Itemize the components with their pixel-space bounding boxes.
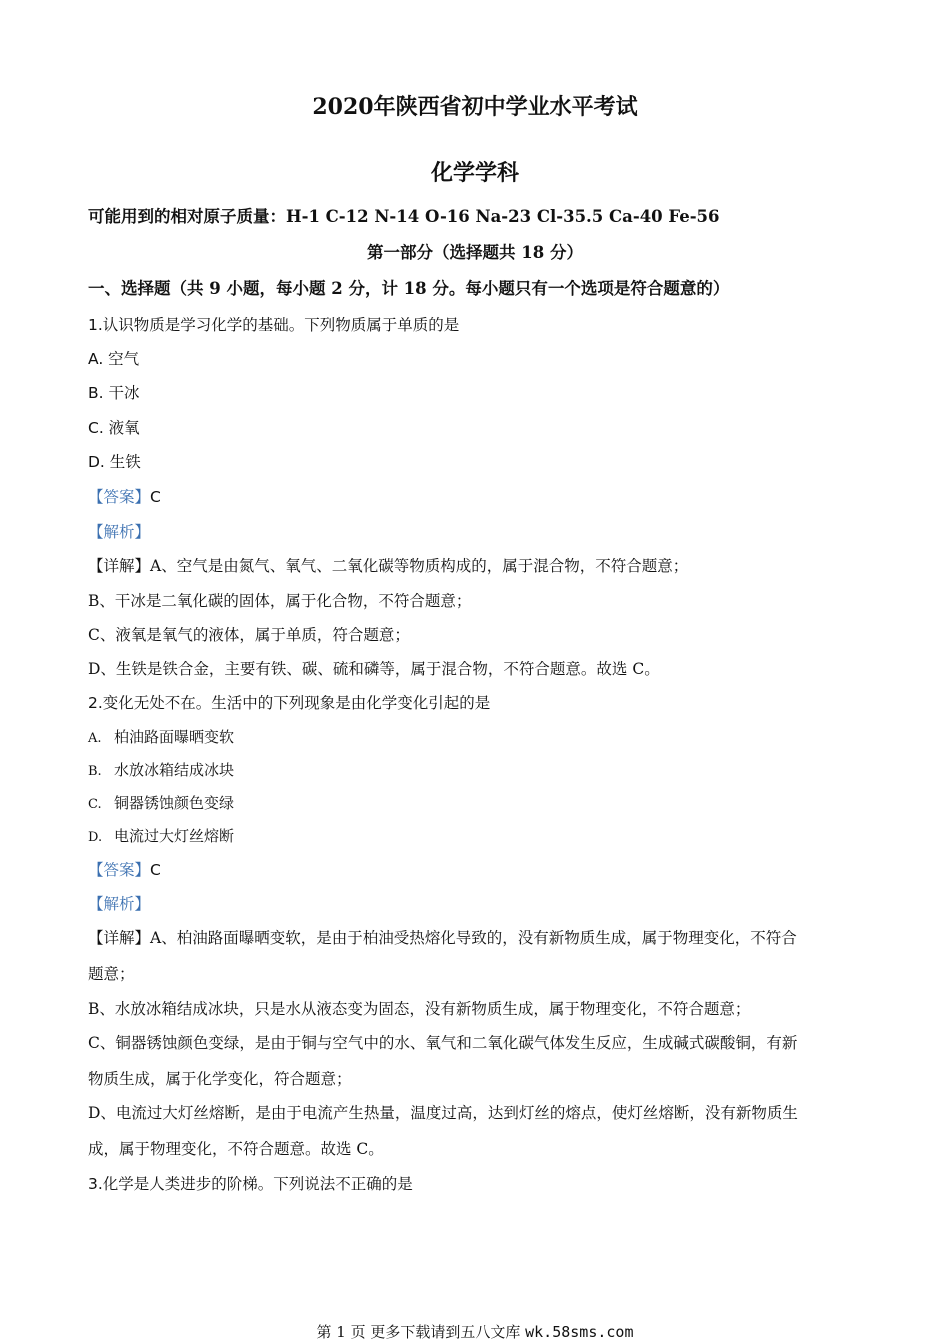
q2-number: 2.	[88, 694, 103, 712]
q2-detail-line	[88, 928, 797, 948]
footer-site-link[interactable]: wk.58sms.com	[525, 1323, 634, 1341]
q2-analysis-tag: 【解析】	[88, 895, 151, 913]
q2-option-a-text: 柏油路面曝晒变软	[114, 728, 235, 746]
q1-stem-line	[88, 315, 459, 335]
q3-number: 3.	[88, 1175, 103, 1193]
exam-title: 2020年陕西省初中学业水平考试	[312, 94, 638, 120]
q2-detail-tag: 【详解】	[88, 929, 151, 947]
q1-detail-line	[88, 556, 688, 576]
q1-option-b: B. 干冰	[88, 384, 140, 402]
q3-stem: 化学是人类进步的阶梯。下列说法不正确的是	[102, 1175, 413, 1193]
q1-stem: 认识物质是学习化学的基础。下列物质属于单质的是	[102, 316, 460, 334]
q2-option-a	[88, 727, 234, 749]
q2-option-d-text: 电流过大灯丝熔断	[114, 827, 235, 845]
q2-option-b-text: 水放冰箱结成冰块	[114, 761, 235, 779]
q2-option-a-letter: A.	[88, 731, 102, 746]
section-title: 一、选择题（共 9 小题，每小题 2 分，计 18 分。每小题只有一个选项是符合题意的）	[88, 279, 730, 298]
q1-detail-c: C、液氧是氧气的液体，属于单质，符合题意；	[88, 626, 410, 644]
q2-detail-d-cont: 成，属于物理变化，不符合题意。故选 C。	[88, 1140, 384, 1158]
subject-title: 化学学科	[430, 160, 519, 186]
q1-detail-a: A、空气是由氮气、氧气、二氧化碳等物质构成的，属于混合物，不符合题意；	[150, 557, 689, 575]
q2-detail-c-cont: 物质生成，属于化学变化，符合题意；	[88, 1070, 352, 1088]
atomic-masses: 可能用到的相对原子质量：H-1 C-12 N-14 O-16 Na-23 Cl-35.5 Ca-40 Fe-56	[88, 207, 720, 226]
q2-option-d	[88, 826, 234, 848]
q2-detail-c: C、铜器锈蚀颜色变绿，是由于铜与空气中的水、氧气和二氧化碳气体发生反应，生成碱式碳酸铜，有新	[88, 1034, 798, 1052]
q2-option-d-letter: D.	[88, 830, 103, 845]
q2-option-c-text: 铜器锈蚀颜色变绿	[114, 794, 235, 812]
q1-option-d: D. 生铁	[88, 453, 141, 471]
q1-detail-b: B、干冰是二氧化碳的固体，属于化合物，不符合题意；	[88, 592, 472, 610]
q2-option-b-letter: B.	[88, 764, 102, 779]
q1-detail-d: D、生铁是铁合金，主要有铁、碳、硫和磷等，属于混合物，不符合题意。故选 C。	[88, 660, 660, 678]
q1-option-c: C. 液氧	[88, 419, 140, 437]
q1-answer-tag: 【答案】	[88, 488, 151, 506]
q2-detail-d: D、电流过大灯丝熔断，是由于电流产生热量，温度过高，达到灯丝的熔点，使灯丝熔断，没有新物质生	[88, 1104, 798, 1122]
q2-detail-a: A、柏油路面曝晒变软，是由于柏油受热熔化导致的，没有新物质生成，属于物理变化，不符合	[150, 929, 797, 947]
q1-number: 1.	[88, 316, 103, 334]
q3-stem-line	[88, 1174, 413, 1194]
q2-answer	[88, 860, 161, 880]
q2-option-c-letter: C.	[88, 797, 102, 812]
footer-page-text: 第 1 页 更多下载请到五八文库	[316, 1323, 521, 1341]
q2-answer-tag: 【答案】	[88, 861, 151, 879]
q1-detail-tag: 【详解】	[88, 557, 151, 575]
q2-option-b	[88, 760, 234, 782]
page-footer	[0, 1321, 950, 1342]
q2-detail-a-cont: 题意；	[88, 965, 135, 983]
q2-option-c	[88, 793, 234, 815]
q2-stem-line	[88, 693, 490, 713]
q2-answer-value: C	[150, 861, 161, 879]
part-title: 第一部分（选择题共 18 分）	[367, 243, 583, 262]
q1-option-a: A. 空气	[88, 350, 140, 368]
q2-detail-b: B、水放冰箱结成冰块，只是水从液态变为固态，没有新物质生成，属于物理变化，不符合题意；	[88, 1000, 751, 1018]
q1-answer-value: C	[150, 488, 161, 506]
q2-stem: 变化无处不在。生活中的下列现象是由化学变化引起的是	[102, 694, 491, 712]
q1-answer	[88, 487, 161, 507]
q1-analysis-tag: 【解析】	[88, 523, 151, 541]
